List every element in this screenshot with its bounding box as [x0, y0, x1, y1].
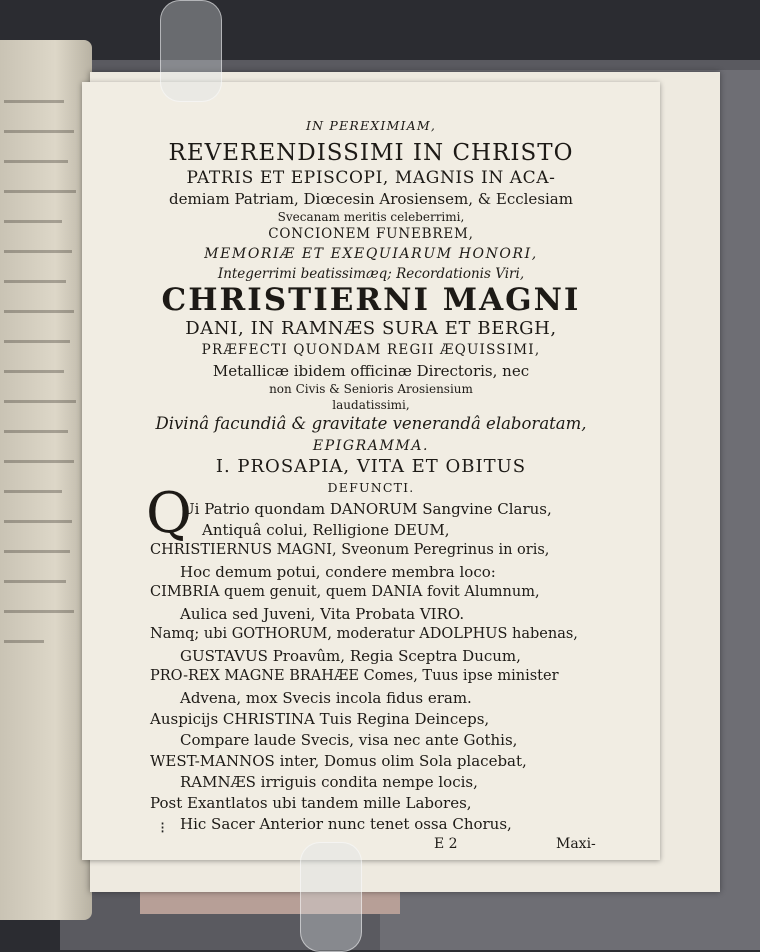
verse-line: Hic Sacer Anterior nunc tenet ossa Chorus,: [180, 815, 512, 833]
title-line: Divinâ facundiâ & gravitate venerandâ elaboratam,: [155, 414, 587, 433]
ghost-text-line: [4, 190, 76, 193]
title-line: Metallicæ ibidem officinæ Directoris, nec: [212, 362, 530, 380]
printed-page: [82, 82, 660, 860]
catchword: Maxi-: [556, 836, 596, 852]
ghost-text-line: [4, 370, 64, 373]
verse-line: CHRISTIERNUS MAGNI, Sveonum Peregrinus in oris,: [150, 542, 550, 558]
verse-line: Compare laude Svecis, visa nec ante Gothis,: [180, 731, 518, 749]
title-line: demiam Patriam, Diœcesin Arosiensem, & Ecclesiam: [169, 190, 573, 208]
ghost-text-line: [4, 310, 74, 313]
dedication-heading: IN PEREXIMIAM,: [305, 118, 437, 133]
subject-name: CHRISTIERNI MAGNI: [161, 282, 581, 318]
section-subheading: DEFUNCTI.: [327, 480, 415, 495]
ghost-text-line: [4, 250, 72, 253]
verse-line: Antiquâ colui, Relligione DEUM,: [202, 521, 450, 539]
ghost-text-line: [4, 280, 66, 283]
ghost-text-line: [4, 490, 62, 493]
verse-line: Auspicijs CHRISTINA Tuis Regina Deinceps,: [150, 710, 490, 728]
ghost-text-line: [4, 160, 68, 163]
transparent-clip-top: [160, 0, 222, 102]
epigram-heading: EPIGRAMMA.: [312, 438, 430, 454]
title-line: PRÆFECTI QUONDAM REGII ÆQUISSIMI,: [201, 342, 541, 358]
signature-mark: E 2: [434, 836, 458, 852]
ghost-text-line: [4, 610, 74, 613]
left-facing-page: [0, 40, 92, 920]
ghost-text-line: [4, 130, 74, 133]
verse-line: PRO-REX MAGNE BRAHÆE Comes, Tuus ipse minister: [150, 668, 559, 684]
title-line: Integerrimi beatissimæq; Recordationis Viri,: [217, 266, 525, 282]
title-line: MEMORIÆ ET EXEQUIARUM HONORI,: [204, 246, 538, 262]
ghost-text-line: [4, 430, 68, 433]
ghost-text-line: [4, 640, 44, 643]
title-line: DANI, IN RAMNÆS SURA ET BERGH,: [185, 318, 557, 339]
ghost-text-line: [4, 220, 62, 223]
ghost-text-line: [4, 520, 72, 523]
section-heading: I. PROSAPIA, VITA ET OBITUS: [215, 456, 527, 477]
drop-cap: Q: [146, 481, 192, 546]
verse-line: Aulica sed Juveni, Vita Probata VIRO.: [180, 605, 465, 623]
ghost-text-line: [4, 400, 76, 403]
verse-line: Hoc demum potui, condere membra loco:: [180, 563, 496, 581]
margin-mark: ⁝: [160, 818, 166, 837]
verse-line: Advena, mox Svecis incola fidus eram.: [180, 689, 472, 707]
title-line: laudatissimi,: [332, 398, 410, 412]
verse-line: Ui Patrio quondam DANORUM Sangvine Clarus,: [182, 500, 552, 518]
ghost-text-line: [4, 100, 64, 103]
ghost-text-line: [4, 580, 66, 583]
ghost-text-line: [4, 550, 70, 553]
verse-line: Namq; ubi GOTHORUM, moderatur ADOLPHUS habenas,: [150, 626, 578, 642]
verse-line: Post Exantlatos ubi tandem mille Labores,: [150, 794, 472, 812]
verse-line: WEST-MANNOS inter, Domus olim Sola placebat,: [150, 752, 527, 770]
verse-line: CIMBRIA quem genuit, quem DANIA fovit Alumnum,: [150, 584, 540, 600]
title-line: REVERENDISSIMI IN CHRISTO: [168, 140, 574, 166]
ghost-text-line: [4, 340, 70, 343]
verse-line: GUSTAVUS Proavûm, Regia Sceptra Ducum,: [180, 647, 521, 665]
title-line: non Civis & Senioris Arosiensium: [269, 382, 473, 396]
ghost-text-line: [4, 460, 74, 463]
transparent-clip-bottom: [300, 842, 362, 952]
title-line: Svecanam meritis celeberrimi,: [277, 210, 465, 224]
title-line: PATRIS ET EPISCOPI, MAGNIS IN ACA-: [186, 168, 556, 188]
title-line: CONCIONEM FUNEBREM,: [268, 226, 474, 242]
verse-line: RAMNÆS irriguis condita nempe locis,: [180, 773, 478, 791]
